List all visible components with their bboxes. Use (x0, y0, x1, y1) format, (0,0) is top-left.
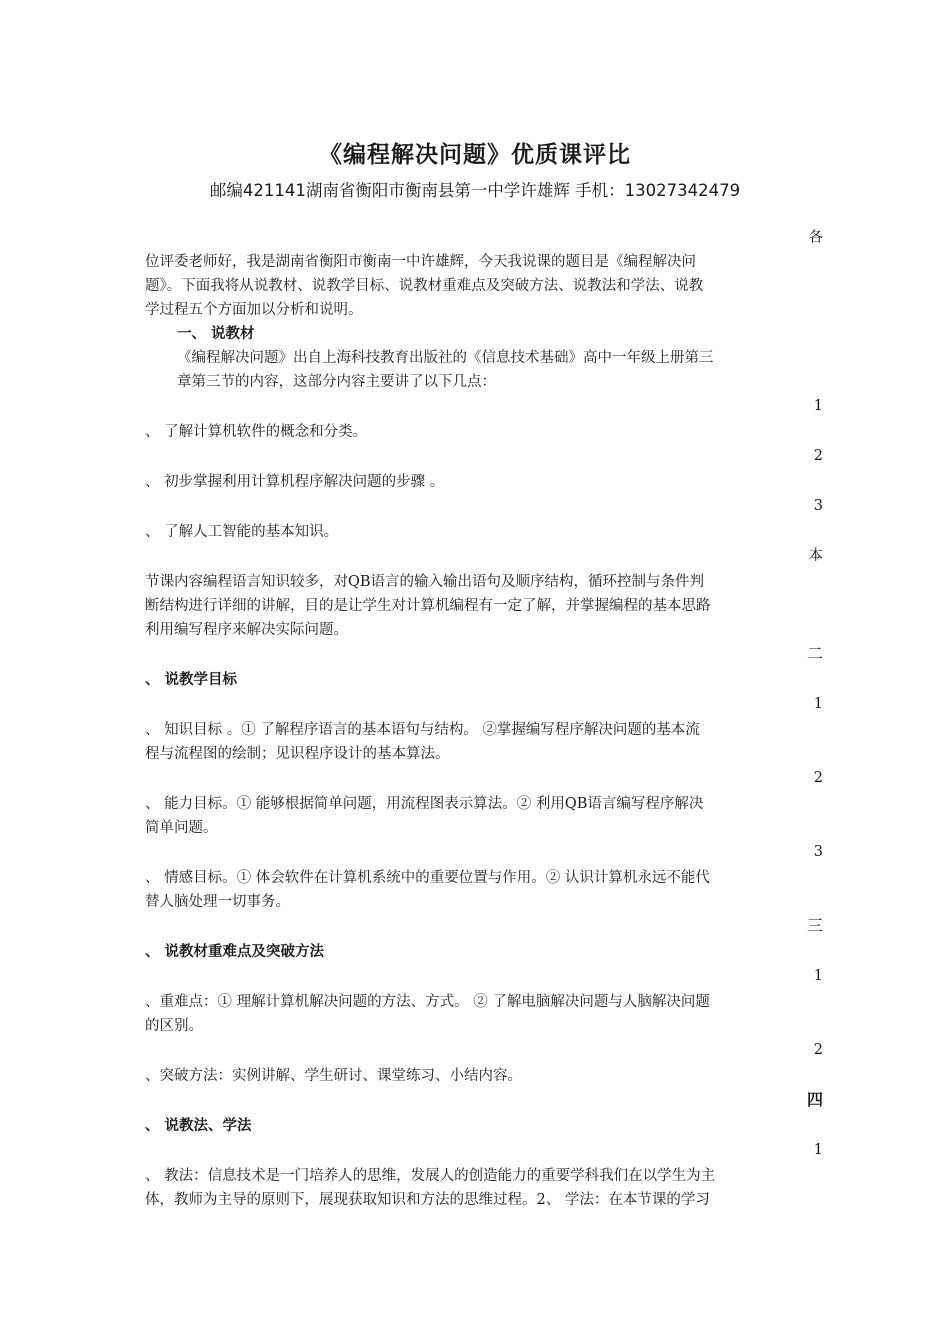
paragraph-line: 学过程五个方面加以分析和说明。 (145, 302, 363, 318)
list-number: 1 (813, 968, 823, 984)
document-body (145, 226, 825, 1212)
list-number: 2 (813, 448, 823, 464)
list-item: 、 初步掌握利用计算机程序解决问题的步骤 。 (145, 474, 445, 490)
paragraph-line: 利用编写程序来解决实际问题。 (145, 622, 348, 638)
author-info: 邮编421141湖南省衡阳市衡南县第一中学许雄辉 手机：13027342479 (209, 181, 741, 200)
paragraph-line: 章第三节的内容，这部分内容主要讲了以下几点： (177, 374, 496, 390)
section-heading: 一、 说教材 (177, 325, 255, 342)
paragraph-lead-char: 本 (808, 548, 823, 564)
section-number: 四 (806, 1090, 823, 1109)
paragraph-line: 断结构进行详细的讲解，目的是让学生对计算机编程有一定了解，并掌握编程的基本思路 (145, 598, 711, 614)
paragraph-line: 节课内容编程语言知识较多，对QB语言的输入输出语句及顺序结构，循环控制与条件判 (145, 574, 705, 590)
paragraph-line: 题》。下面我将从说教材、说教学目标、说教材重难点及突破方法、说教法和学法、说教 (145, 278, 704, 294)
list-number: 3 (813, 498, 823, 514)
list-item: 、 教法：信息技术是一门培养人的思维，发展人的创造能力的重要学科我们在以学生为主 (145, 1168, 716, 1184)
list-item-continued: 简单问题。 (145, 820, 218, 836)
paragraph-line: 《编程解决问题》出自上海科技教育出版社的《信息技术基础》高中一年级上册第三 (177, 350, 714, 366)
list-item-continued: 的区别。 (145, 1018, 203, 1034)
list-number: 2 (813, 1042, 823, 1058)
section-heading: 、 说教学目标 (145, 671, 238, 688)
list-item-continued: 替人脑处理一切事务。 (145, 894, 290, 910)
list-number: 1 (813, 696, 823, 712)
list-number: 2 (813, 770, 823, 786)
section-number: 二 (806, 644, 823, 663)
list-item: 、 情感目标。① 体会软件在计算机系统中的重要位置与作用。② 认识计算机永远不能代 (145, 870, 710, 886)
list-number: 3 (813, 844, 823, 860)
document-title: 《编程解决问题》优质课评比 (319, 141, 631, 168)
section-heading: 、 说教法、学法 (145, 1117, 252, 1134)
list-item-continued: 体，教师为主导的原则下，展现获取知识和方法的思维过程。2、 学法：在本节课的学习 (145, 1192, 710, 1208)
section-number: 三 (806, 916, 823, 935)
list-item: 、突破方法：实例讲解、学生研讨、课堂练习、小结内容。 (145, 1068, 522, 1084)
list-number: 1 (813, 398, 823, 414)
list-item: 、 了解人工智能的基本知识。 (145, 524, 339, 540)
list-item: 、 了解计算机软件的概念和分类。 (145, 424, 368, 440)
list-number: 1 (813, 1142, 823, 1158)
list-item: 、 能力目标。① 能够根据简单问题，用流程图表示算法。② 利用QB语言编写程序解决 (145, 796, 704, 812)
intro-lead-char: 各 (808, 230, 823, 246)
section-heading: 、 说教材重难点及突破方法 (145, 943, 325, 960)
list-item-continued: 程与流程图的绘制；见识程序设计的基本算法。 (145, 746, 450, 762)
list-item: 、重难点：① 理解计算机解决问题的方法、方式。 ② 了解电脑解决问题与人脑解决问题 (145, 994, 710, 1010)
list-item: 、 知识目标 。① 了解程序语言的基本语句与结构。 ②掌握编写程序解决问题的基本流 (145, 722, 700, 738)
paragraph-line: 位评委老师好，我是湖南省衡阳市衡南一中许雄辉，今天我说课的题目是《编程解决问 (145, 254, 696, 270)
